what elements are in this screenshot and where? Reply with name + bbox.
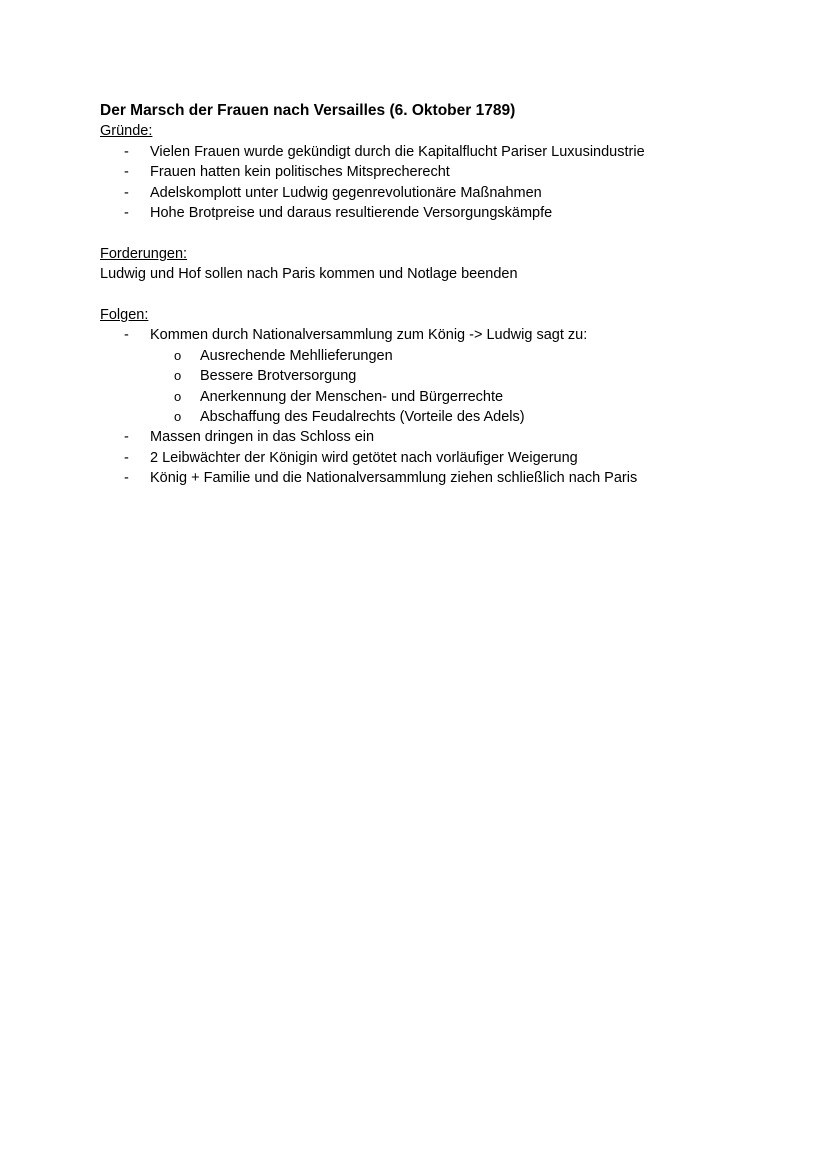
list-item-text: König + Familie und die Nationalversammlung ziehen schließlich nach Paris bbox=[150, 470, 638, 487]
list-item-text: 2 Leibwächter der Königin wird getötet nach vorläufiger Weigerung bbox=[150, 449, 578, 466]
circle-bullet: o bbox=[174, 388, 182, 404]
list-item bbox=[100, 468, 790, 488]
sublist-item bbox=[150, 407, 790, 427]
sublist-item-text: Bessere Brotversorgung bbox=[200, 368, 357, 385]
sublist-item bbox=[150, 366, 790, 386]
sublist-item bbox=[150, 346, 790, 366]
list-item bbox=[100, 448, 790, 468]
dash-bullet: - bbox=[124, 184, 129, 201]
circle-bullet: o bbox=[174, 409, 182, 425]
list-item-text: Kommen durch Nationalversammlung zum König -> Ludwig sagt zu: bbox=[150, 327, 588, 344]
spacer bbox=[100, 285, 790, 305]
list-item-text: Hohe Brotpreise und daraus resultierende Versorgungskämpfe bbox=[150, 205, 553, 222]
dash-bullet: - bbox=[124, 164, 129, 181]
dash-bullet: - bbox=[124, 327, 129, 344]
section-heading-folgen: Folgen: bbox=[100, 307, 149, 324]
circle-bullet: o bbox=[174, 368, 182, 384]
list-item-text: Adelskomplott unter Ludwig gegenrevolutionäre Maßnahmen bbox=[150, 184, 542, 201]
list-item bbox=[100, 183, 790, 203]
sublist-item-text: Anerkennung der Menschen- und Bürgerrechte bbox=[200, 388, 504, 405]
dash-bullet: - bbox=[124, 205, 129, 222]
folgen-list bbox=[100, 325, 790, 488]
list-item bbox=[100, 427, 790, 447]
sublist-item bbox=[150, 387, 790, 407]
list-item-text: Vielen Frauen wurde gekündigt durch die Kapitalflucht Pariser Luxusindustrie bbox=[150, 143, 645, 160]
spacer bbox=[100, 223, 790, 243]
document-title: Der Marsch der Frauen nach Versailles (6. Oktober 1789) bbox=[100, 102, 516, 119]
document-page bbox=[100, 101, 790, 489]
dash-bullet: - bbox=[124, 429, 129, 446]
section-heading-forderungen: Forderungen: bbox=[100, 245, 188, 262]
gruende-list bbox=[100, 142, 790, 224]
dash-bullet: - bbox=[124, 470, 129, 487]
list-item-text: Massen dringen in das Schloss ein bbox=[150, 429, 375, 446]
folgen-sublist bbox=[150, 346, 790, 428]
sublist-item-text: Ausrechende Mehllieferungen bbox=[200, 347, 393, 364]
list-item bbox=[100, 325, 790, 427]
dash-bullet: - bbox=[124, 449, 129, 466]
dash-bullet: - bbox=[124, 143, 129, 160]
list-item bbox=[100, 162, 790, 182]
sublist-item-text: Abschaffung des Feudalrechts (Vorteile des Adels) bbox=[200, 409, 525, 426]
list-item bbox=[100, 203, 790, 223]
section-heading-gruende: Gründe: bbox=[100, 123, 153, 140]
forderungen-text: Ludwig und Hof sollen nach Paris kommen und Notlage beenden bbox=[100, 266, 518, 283]
circle-bullet: o bbox=[174, 347, 182, 363]
list-item-text: Frauen hatten kein politisches Mitsprecherecht bbox=[150, 164, 450, 181]
list-item bbox=[100, 142, 790, 162]
